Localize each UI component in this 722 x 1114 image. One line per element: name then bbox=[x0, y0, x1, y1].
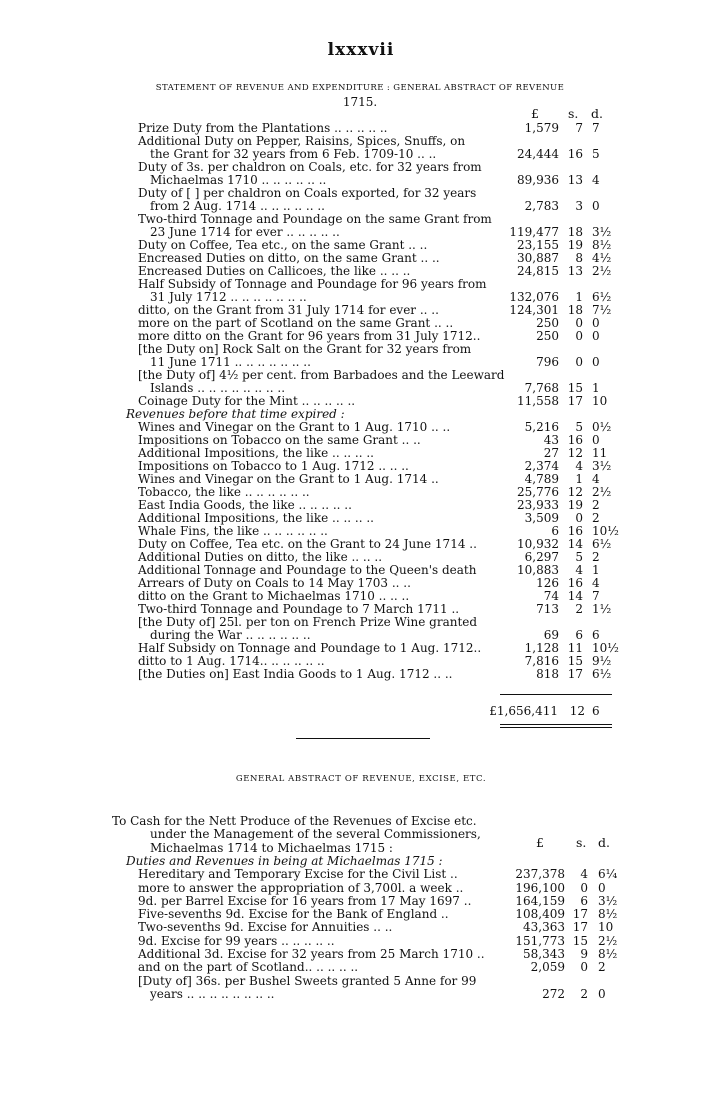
table-row bbox=[0, 446, 722, 460]
table-row bbox=[0, 277, 722, 291]
row-pence: 1 bbox=[592, 381, 600, 395]
row-pence: 2½ bbox=[592, 264, 612, 278]
row-pounds: 30,887 bbox=[517, 251, 559, 265]
row-shillings: 18 bbox=[567, 303, 583, 317]
row-pence: 2½ bbox=[592, 485, 612, 499]
row-shillings: 15 bbox=[567, 654, 583, 668]
row-pence: 8½ bbox=[598, 907, 618, 922]
row-pence: 0½ bbox=[592, 420, 612, 434]
row-shillings: 0 bbox=[575, 511, 583, 525]
row-shillings: 0 bbox=[580, 960, 588, 975]
row-description: 11 June 1711 .. .. .. .. .. .. .. bbox=[150, 355, 311, 369]
row-pounds: 164,159 bbox=[515, 893, 565, 908]
section-heading-2: GENERAL ABSTRACT OF REVENUE, EXCISE, ETC. bbox=[235, 774, 487, 784]
row-pence: 5 bbox=[592, 147, 600, 161]
row-pence: 10½ bbox=[592, 524, 619, 538]
table-row bbox=[0, 511, 722, 525]
row-pounds: 24,444 bbox=[517, 147, 559, 161]
row-pence: 0 bbox=[592, 433, 600, 447]
row-description: Wines and Vinegar on the Grant to 1 Aug. 1714 .. bbox=[138, 472, 439, 486]
row-pence: 0 bbox=[592, 199, 600, 213]
row-pence: 8½ bbox=[592, 238, 612, 252]
row-description: 9d. per Barrel Excise for 16 years from 17 May 1697 .. bbox=[138, 893, 472, 908]
row-shillings: 2 bbox=[580, 986, 588, 1001]
row-shillings: 5 bbox=[575, 420, 583, 434]
row-description: To Cash for the Nett Produce of the Revenues of Excise etc. bbox=[112, 814, 477, 828]
row-description: Additional Duties on ditto, the like .. .. .. bbox=[138, 550, 383, 564]
row-description: ditto, on the Grant from 31 July 1714 for ever .. .. bbox=[138, 303, 439, 317]
row-pence: 10 bbox=[592, 394, 608, 408]
row-description: more to answer the appropriation of 3,700l. a week .. bbox=[138, 880, 464, 895]
row-pounds: 69 bbox=[543, 628, 559, 642]
table-row bbox=[0, 881, 722, 895]
row-description: ditto to 1 Aug. 1714.. .. .. .. .. .. bbox=[138, 654, 325, 668]
table-row bbox=[0, 121, 722, 135]
row-pence: 11 bbox=[592, 446, 608, 460]
table-row bbox=[0, 381, 722, 395]
section-divider bbox=[296, 738, 430, 739]
table-row bbox=[0, 960, 722, 974]
row-pounds: 24,815 bbox=[517, 264, 559, 278]
table-row bbox=[0, 316, 722, 330]
table-row bbox=[0, 524, 722, 538]
row-shillings: 15 bbox=[567, 381, 583, 395]
row-pence: 6¼ bbox=[598, 867, 618, 882]
unit-pounds-2: £ bbox=[536, 835, 544, 850]
table-row bbox=[0, 407, 722, 421]
row-pence: 7 bbox=[592, 121, 600, 135]
row-pounds: 7,816 bbox=[524, 654, 559, 668]
row-shillings: 13 bbox=[567, 264, 583, 278]
unit-shillings-2: s. bbox=[576, 835, 587, 850]
row-description: the Grant for 32 years from 6 Feb. 1709-10 .. .. bbox=[150, 147, 437, 161]
row-description: Duties and Revenues in being at Michaelmas 1715 : bbox=[126, 853, 443, 868]
table-row bbox=[0, 160, 722, 174]
row-description: Two-third Tonnage and Poundage on the same Grant from bbox=[138, 212, 492, 226]
row-pence: 6 bbox=[592, 628, 600, 642]
row-description: Additional Impositions, the like .. .. .. .. bbox=[138, 511, 374, 525]
row-shillings: 4 bbox=[575, 563, 583, 577]
table-row bbox=[0, 550, 722, 564]
row-pounds: 126 bbox=[536, 576, 559, 590]
row-pence: 8½ bbox=[598, 947, 618, 961]
table-row bbox=[0, 342, 722, 356]
table-row bbox=[0, 420, 722, 434]
row-pence: 2 bbox=[598, 960, 606, 975]
row-shillings: 1 bbox=[575, 472, 583, 486]
row-pence: 4½ bbox=[592, 251, 612, 265]
row-description: [Duty of] 36s. per Bushel Sweets granted 5 Anne for 99 bbox=[138, 973, 477, 988]
table-row bbox=[0, 576, 722, 590]
row-description: Encreased Duties on Callicoes, the like .. .. .. bbox=[138, 264, 411, 278]
row-pence: 7 bbox=[592, 589, 600, 603]
table-row bbox=[0, 602, 722, 616]
row-shillings: 4 bbox=[575, 459, 583, 473]
row-pence: 2 bbox=[592, 511, 600, 525]
total-rule-bottom-2 bbox=[500, 727, 612, 728]
table-row bbox=[0, 264, 722, 278]
row-description: [the Duty on] Rock Salt on the Grant for 32 years from bbox=[138, 342, 472, 356]
table-row bbox=[0, 907, 722, 921]
row-description: more ditto on the Grant for 96 years from 31 July 1712.. bbox=[138, 329, 481, 343]
row-pence: 6½ bbox=[592, 537, 612, 551]
row-shillings: 3 bbox=[575, 199, 583, 213]
row-shillings: 6 bbox=[575, 628, 583, 642]
table-row bbox=[0, 134, 722, 148]
row-description: 23 June 1714 for ever .. .. .. .. .. bbox=[150, 225, 340, 239]
row-shillings: 7 bbox=[575, 121, 583, 135]
row-pounds: 23,155 bbox=[517, 238, 559, 252]
row-pounds: 58,343 bbox=[523, 947, 565, 961]
table-row bbox=[0, 498, 722, 512]
row-pence: 10½ bbox=[592, 641, 619, 655]
row-description: years .. .. .. .. .. .. .. .. bbox=[150, 986, 275, 1001]
row-pence: 1½ bbox=[592, 602, 612, 616]
row-shillings: 14 bbox=[567, 589, 583, 603]
row-description: Michaelmas 1714 to Michaelmas 1715 : bbox=[150, 840, 393, 855]
total-rule-top bbox=[500, 694, 612, 695]
row-pence: 2 bbox=[592, 550, 600, 564]
unit-pounds: £ bbox=[531, 106, 539, 121]
row-pence: 3½ bbox=[592, 225, 612, 239]
row-pounds: 74 bbox=[543, 589, 559, 603]
row-description: Half Subsidy on Tonnage and Poundage to 1 Aug. 1712.. bbox=[138, 641, 482, 655]
row-pence: 7½ bbox=[592, 303, 612, 317]
row-shillings: 0 bbox=[575, 316, 583, 330]
table-row bbox=[0, 894, 722, 908]
row-pounds: 89,936 bbox=[517, 173, 559, 187]
row-description: Half Subsidy of Tonnage and Poundage for 96 years from bbox=[138, 277, 487, 291]
table-row bbox=[0, 974, 722, 988]
row-description: Whale Fins, the like .. .. .. .. .. .. bbox=[138, 524, 328, 538]
section-heading: STATEMENT OF REVENUE AND EXPENDITURE : GENERAL ABSTRACT OF REVENUE bbox=[155, 83, 565, 93]
table-row bbox=[0, 867, 722, 881]
row-pence: 2½ bbox=[598, 933, 618, 948]
row-pounds: 250 bbox=[536, 329, 559, 343]
row-shillings: 9 bbox=[580, 947, 588, 961]
table-row bbox=[0, 459, 722, 473]
row-shillings: 19 bbox=[567, 238, 583, 252]
row-description: [the Duty of] 25l. per ton on French Prize Wine granted bbox=[138, 615, 478, 629]
row-pounds: 4,789 bbox=[524, 472, 559, 486]
table-row bbox=[0, 472, 722, 486]
row-description: Coinage Duty for the Mint .. .. .. .. .. bbox=[138, 394, 356, 408]
row-description: Wines and Vinegar on the Grant to 1 Aug. 1710 .. .. bbox=[138, 420, 451, 434]
unit-pence-2: d. bbox=[598, 835, 610, 850]
row-pounds: 7,768 bbox=[524, 381, 559, 395]
row-pounds: 3,509 bbox=[524, 511, 559, 525]
table-row bbox=[0, 934, 722, 948]
table-row bbox=[0, 147, 722, 161]
row-pounds: 6,297 bbox=[524, 550, 559, 564]
row-shillings: 13 bbox=[567, 173, 583, 187]
row-shillings: 17 bbox=[567, 667, 583, 681]
row-description: Two-third Tonnage and Poundage to 7 March 1711 .. bbox=[138, 602, 460, 616]
row-pounds: 23,933 bbox=[517, 498, 559, 512]
row-pounds: 818 bbox=[536, 667, 559, 681]
row-pence: 3½ bbox=[598, 893, 618, 908]
table-row bbox=[0, 854, 722, 868]
table-row bbox=[0, 225, 722, 239]
row-pounds: 272 bbox=[542, 986, 565, 1001]
row-description: ditto on the Grant to Michaelmas 1710 .. .. .. bbox=[138, 589, 410, 603]
row-description: East India Goods, the like .. .. .. .. .. bbox=[138, 498, 352, 512]
row-shillings: 12 bbox=[567, 446, 583, 460]
row-shillings: 4 bbox=[580, 867, 588, 882]
row-pence: 9½ bbox=[592, 654, 612, 668]
row-description: Tobacco, the like .. .. .. .. .. .. bbox=[138, 485, 310, 499]
row-pounds: 196,100 bbox=[515, 880, 565, 895]
row-pounds: 10,883 bbox=[517, 563, 559, 577]
row-shillings: 18 bbox=[567, 225, 583, 239]
row-shillings: 16 bbox=[567, 576, 583, 590]
row-shillings: 0 bbox=[575, 329, 583, 343]
row-description: Prize Duty from the Plantations .. .. .. .. .. bbox=[138, 121, 388, 135]
row-shillings: 8 bbox=[575, 251, 583, 265]
row-shillings: 5 bbox=[575, 550, 583, 564]
unit-shillings: s. bbox=[568, 106, 579, 121]
row-description: Islands .. .. .. .. .. .. .. .. bbox=[150, 381, 286, 395]
row-shillings: 2 bbox=[575, 602, 583, 616]
row-shillings: 0 bbox=[575, 355, 583, 369]
row-pounds: 2,783 bbox=[524, 199, 559, 213]
row-pence: 0 bbox=[598, 880, 606, 895]
row-description: Duty of [ ] per chaldron on Coals exported, for 32 years bbox=[138, 186, 477, 200]
row-description: Hereditary and Temporary Excise for the Civil List .. bbox=[138, 867, 458, 882]
row-pounds: 796 bbox=[536, 355, 559, 369]
table-row bbox=[0, 589, 722, 603]
table-row bbox=[0, 433, 722, 447]
row-shillings: 19 bbox=[567, 498, 583, 512]
row-pounds: 2,059 bbox=[530, 960, 565, 975]
table-row bbox=[0, 615, 722, 629]
table-row bbox=[0, 212, 722, 226]
row-pounds: 11,558 bbox=[517, 394, 559, 408]
table-row bbox=[0, 199, 722, 213]
table-row bbox=[0, 303, 722, 317]
table-row bbox=[0, 537, 722, 551]
row-description: Michaelmas 1710 .. .. .. .. .. .. bbox=[150, 173, 327, 187]
table-row bbox=[0, 238, 722, 252]
row-shillings: 11 bbox=[567, 641, 583, 655]
table-row bbox=[0, 355, 722, 369]
row-pounds: 2,374 bbox=[524, 459, 559, 473]
table-row bbox=[0, 667, 722, 681]
row-pence: 4 bbox=[592, 173, 600, 187]
total-shillings: 12 bbox=[569, 704, 585, 718]
row-description: during the War .. .. .. .. .. .. bbox=[150, 628, 311, 642]
table-row bbox=[0, 563, 722, 577]
row-shillings: 1 bbox=[575, 290, 583, 304]
row-pence: 4 bbox=[592, 472, 600, 486]
section-heading-year: 1715. bbox=[342, 95, 378, 109]
row-pounds: 5,216 bbox=[524, 420, 559, 434]
row-description: Impositions on Tobacco to 1 Aug. 1712 .. .. .. bbox=[138, 459, 409, 473]
row-pounds: 108,409 bbox=[515, 907, 565, 922]
row-pence: 3½ bbox=[592, 459, 612, 473]
row-description: Duty on Coffee, Tea etc. on the Grant to 24 June 1714 .. bbox=[138, 537, 477, 551]
page-number: lxxxvii bbox=[327, 40, 395, 60]
row-description: under the Management of the several Commissioners, bbox=[150, 827, 481, 842]
row-description: Revenues before that time expired : bbox=[126, 407, 345, 421]
row-description: Arrears of Duty on Coals to 14 May 1703 .. .. bbox=[138, 576, 411, 590]
row-pence: 1 bbox=[592, 563, 600, 577]
table-row bbox=[0, 920, 722, 934]
row-pounds: 132,076 bbox=[509, 290, 559, 304]
row-pounds: 250 bbox=[536, 316, 559, 330]
row-shillings: 12 bbox=[567, 485, 583, 499]
row-description: Duty of 3s. per chaldron on Coals, etc. for 32 years from bbox=[138, 160, 482, 174]
row-pounds: 124,301 bbox=[509, 303, 559, 317]
row-pence: 0 bbox=[598, 986, 606, 1001]
table-row bbox=[0, 654, 722, 668]
row-pence: 6½ bbox=[592, 290, 612, 304]
row-pence: 0 bbox=[592, 316, 600, 330]
row-pounds: 10,932 bbox=[517, 537, 559, 551]
row-pence: 0 bbox=[592, 329, 600, 343]
row-shillings: 6 bbox=[580, 893, 588, 908]
row-shillings: 15 bbox=[572, 933, 588, 948]
row-description: [the Duty of] 4½ per cent. from Barbadoes and the Leeward bbox=[138, 368, 505, 382]
row-pounds: 237,378 bbox=[515, 867, 565, 882]
row-pounds: 43 bbox=[543, 433, 559, 447]
table-row bbox=[0, 290, 722, 304]
row-description: Duty on Coffee, Tea etc., on the same Grant .. .. bbox=[138, 238, 428, 252]
total-rule-bottom-1 bbox=[500, 724, 612, 725]
table-row bbox=[0, 841, 722, 855]
row-pounds: 151,773 bbox=[515, 933, 565, 948]
row-description: Five-sevenths 9d. Excise for the Bank of England .. bbox=[138, 907, 449, 922]
row-pounds: 25,776 bbox=[517, 485, 559, 499]
row-pence: 0 bbox=[592, 355, 600, 369]
row-shillings: 17 bbox=[572, 907, 588, 922]
row-description: 31 July 1712 .. .. .. .. .. .. .. bbox=[150, 290, 307, 304]
row-description: and on the part of Scotland.. .. .. .. .. bbox=[138, 960, 359, 975]
table-row bbox=[0, 368, 722, 382]
table-row bbox=[0, 814, 722, 828]
row-shillings: 17 bbox=[567, 394, 583, 408]
row-description: 9d. Excise for 99 years .. .. .. .. .. bbox=[138, 933, 335, 948]
row-shillings: 17 bbox=[572, 920, 588, 935]
table-row bbox=[0, 827, 722, 841]
row-shillings: 14 bbox=[567, 537, 583, 551]
row-shillings: 0 bbox=[580, 880, 588, 895]
row-pounds: 1,128 bbox=[524, 641, 559, 655]
table-row bbox=[0, 251, 722, 265]
row-description: Impositions on Tobacco on the same Grant .. .. bbox=[138, 433, 421, 447]
row-description: Additional Impositions, the like .. .. .. .. bbox=[138, 446, 374, 460]
row-description: Additional Duty on Pepper, Raisins, Spices, Snuffs, on bbox=[138, 134, 466, 148]
row-pounds: 1,579 bbox=[524, 121, 559, 135]
table-row bbox=[0, 394, 722, 408]
unit-pence: d. bbox=[591, 106, 603, 121]
row-description: Additional Tonnage and Poundage to the Queen's death bbox=[138, 563, 477, 577]
total-pence: 6 bbox=[592, 704, 600, 718]
table-row bbox=[0, 485, 722, 499]
table-row bbox=[0, 987, 722, 1001]
row-description: Encreased Duties on ditto, on the same Grant .. .. bbox=[138, 251, 440, 265]
row-shillings: 16 bbox=[567, 524, 583, 538]
total-row bbox=[0, 704, 722, 718]
total-pounds: £1,656,411 bbox=[489, 704, 558, 718]
row-description: [the Duties on] East India Goods to 1 Aug. 1712 .. .. bbox=[138, 667, 453, 681]
row-shillings: 16 bbox=[567, 147, 583, 161]
row-pence: 10 bbox=[598, 920, 614, 935]
row-pence: 4 bbox=[592, 576, 600, 590]
row-pounds: 27 bbox=[543, 446, 559, 460]
row-pounds: 119,477 bbox=[509, 225, 559, 239]
row-description: from 2 Aug. 1714 .. .. .. .. .. .. bbox=[150, 199, 325, 213]
table-row bbox=[0, 173, 722, 187]
table-row bbox=[0, 186, 722, 200]
table-row bbox=[0, 947, 722, 961]
row-pence: 6½ bbox=[592, 667, 612, 681]
row-shillings: 16 bbox=[567, 433, 583, 447]
row-description: more on the part of Scotland on the same Grant .. .. bbox=[138, 316, 454, 330]
row-pounds: 6 bbox=[551, 524, 559, 538]
table-row bbox=[0, 628, 722, 642]
table-row bbox=[0, 329, 722, 343]
row-pence: 2 bbox=[592, 498, 600, 512]
row-pounds: 713 bbox=[536, 602, 559, 616]
row-description: Two-sevenths 9d. Excise for Annuities .. .. bbox=[138, 920, 393, 935]
table-row bbox=[0, 641, 722, 655]
row-pounds: 43,363 bbox=[523, 920, 565, 935]
row-description: Additional 3d. Excise for 32 years from 25 March 1710 .. bbox=[138, 947, 485, 961]
